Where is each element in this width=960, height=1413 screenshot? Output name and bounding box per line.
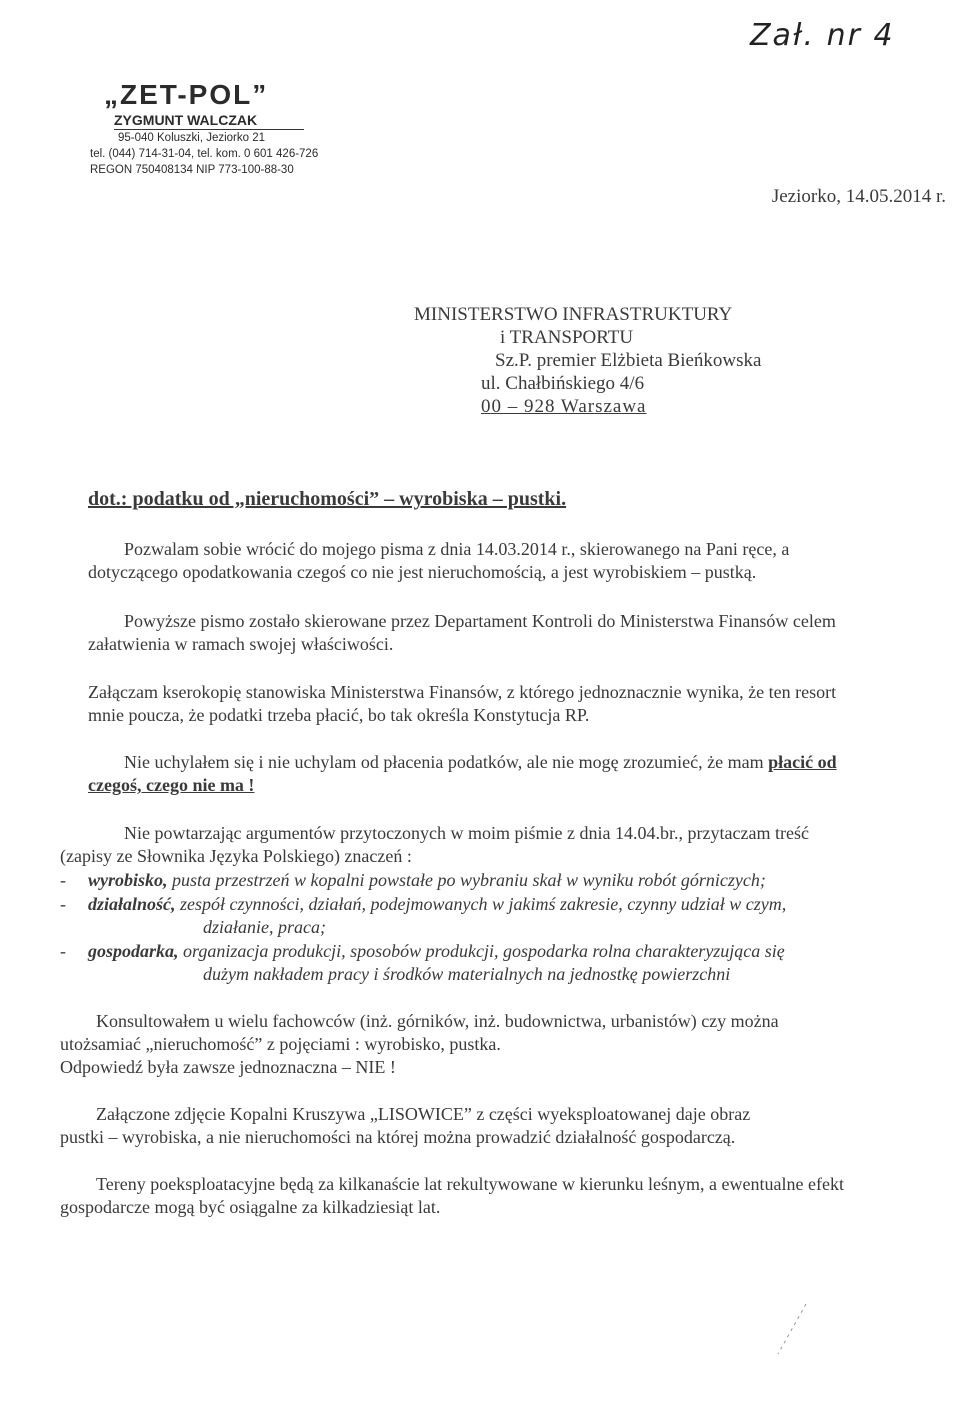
- text-line: mnie poucza, że podatki trzeba płacić, bo tak określa Konstytucja RP.: [88, 705, 590, 725]
- paragraph: [60, 1173, 920, 1219]
- definition-term: wyrobisko,: [88, 870, 168, 890]
- stamp-address: 95-040 Koluszki, Jeziorko 21: [118, 132, 266, 144]
- definition-text: organizacja produkcji, sposobów produkcji, gospodarka rolna charakteryzująca się: [183, 941, 785, 961]
- emphasis-text: płacić od: [768, 752, 837, 772]
- attachment-annotation: Zał. nr 4: [750, 18, 895, 53]
- text-line: Konsultowałem u wielu fachowców (inż. górników, inż. budownictwa, urbanistów) czy można: [96, 1011, 779, 1031]
- letter-date: Jeziorko, 14.05.2014 r.: [771, 186, 946, 207]
- paragraph: [60, 822, 948, 868]
- text-line: dotyczącego opodatkowania czegoś co nie jest nieruchomością, a jest wyrobiskiem – pustką.: [88, 562, 757, 582]
- definition-term: działalność,: [88, 894, 176, 914]
- definition-item: - gospodarka, organizacja produkcji, sposobów produkcji, gospodarka rolna charakteryzująca się dużym nakładem pracy i środków materialnych na jednostkę powierzchni: [60, 941, 785, 984]
- text-line: gospodarcze mogą być osiągalne za kilkadziesiąt lat.: [60, 1197, 441, 1217]
- paragraph: [60, 1103, 920, 1149]
- paragraph: [60, 1010, 920, 1079]
- definition-item: - działalność, zespół czynności, działań, podejmowanych w jakimś zakresie, czynny udział w czym, działanie, praca;: [60, 894, 787, 937]
- letter-subject: dot.: podatku od „nieruchomości” – wyrobiska – pustki.: [88, 488, 567, 510]
- definition-text: działanie, praca;: [203, 917, 326, 937]
- text-line: Nie powtarzając argumentów przytoczonych w moim piśmie z dnia 14.04.br., przytaczam treść: [124, 823, 809, 843]
- text-line: Pozwalam sobie wrócić do mojego pisma z dnia 14.03.2014 r., skierowanego na Pani ręce, a: [124, 539, 790, 559]
- text-line: (zapisy ze Słownika Języka Polskiego) znaczeń :: [60, 846, 412, 866]
- stamp-logo: „ZET-POL”: [104, 79, 269, 110]
- text-line: Odpowiedź była zawsze jednoznaczna – NIE !: [60, 1057, 396, 1077]
- text-line: utożsamiać „nieruchomość” z pojęciami : wyrobisko, pustka.: [60, 1034, 501, 1054]
- pen-mark: [770, 1300, 810, 1360]
- paragraph: [88, 538, 948, 584]
- text-line: Powyższe pismo zostało skierowane przez Departament Kontroli do Ministerstwa Finansów celem: [124, 611, 836, 631]
- recipient-block: [414, 303, 761, 418]
- recipient-line: 00 – 928 Warszawa: [481, 396, 647, 417]
- emphasis-text: czegoś, czego nie ma !: [88, 775, 255, 795]
- paragraph: [88, 610, 948, 656]
- text-line: pustki – wyrobiska, a nie nieruchomości na której można prowadzić działalność gospodarczą.: [60, 1127, 736, 1147]
- paragraph: [88, 751, 948, 797]
- text-line: Załączone zdjęcie Kopalni Kruszywa „LISOWICE” z części wyeksploatowanej daje obraz: [96, 1104, 751, 1124]
- company-stamp: [90, 78, 320, 178]
- text-line: Załączam kserokopię stanowiska Ministerstwa Finansów, z którego jednoznacznie wynika, że ten resort: [88, 682, 837, 702]
- recipient-line: Sz.P. premier Elżbieta Bieńkowska: [495, 350, 762, 371]
- text-line: Nie uchylałem się i nie uchylam od płacenia podatków, ale nie mogę zrozumieć, że mam: [124, 752, 769, 772]
- stamp-owner-name: ZYGMUNT WALCZAK: [114, 112, 304, 130]
- text-line: Tereny poeksploatacyjne będą za kilkanaście lat rekultywowane w kierunku leśnym, a ewentualne efekt: [96, 1174, 844, 1194]
- stamp-regon-nip: REGON 750408134 NIP 773-100-88-30: [90, 164, 294, 176]
- definition-item: - wyrobisko, pusta przestrzeń w kopalni powstałe po wybraniu skał w wyniku robót górniczych;: [60, 870, 766, 890]
- paragraph: [88, 681, 948, 727]
- definition-term: gospodarka,: [88, 941, 179, 961]
- definition-text: dużym nakładem pracy i środków materialnych na jednostkę powierzchni: [203, 964, 731, 984]
- definition-text: pusta przestrzeń w kopalni powstałe po wybraniu skał w wyniku robót górniczych;: [172, 870, 766, 890]
- definition-text: zespół czynności, działań, podejmowanych w jakimś zakresie, czynny udział w czym,: [180, 894, 787, 914]
- recipient-line: MINISTERSTWO INFRASTRUKTURY: [414, 304, 733, 325]
- recipient-line: i TRANSPORTU: [500, 327, 634, 348]
- text-line: załatwienia w ramach swojej właściwości.: [88, 634, 394, 654]
- stamp-phone: tel. (044) 714-31-04, tel. kom. 0 601 426-726: [90, 148, 319, 160]
- recipient-line: ul. Chałbińskiego 4/6: [481, 373, 645, 394]
